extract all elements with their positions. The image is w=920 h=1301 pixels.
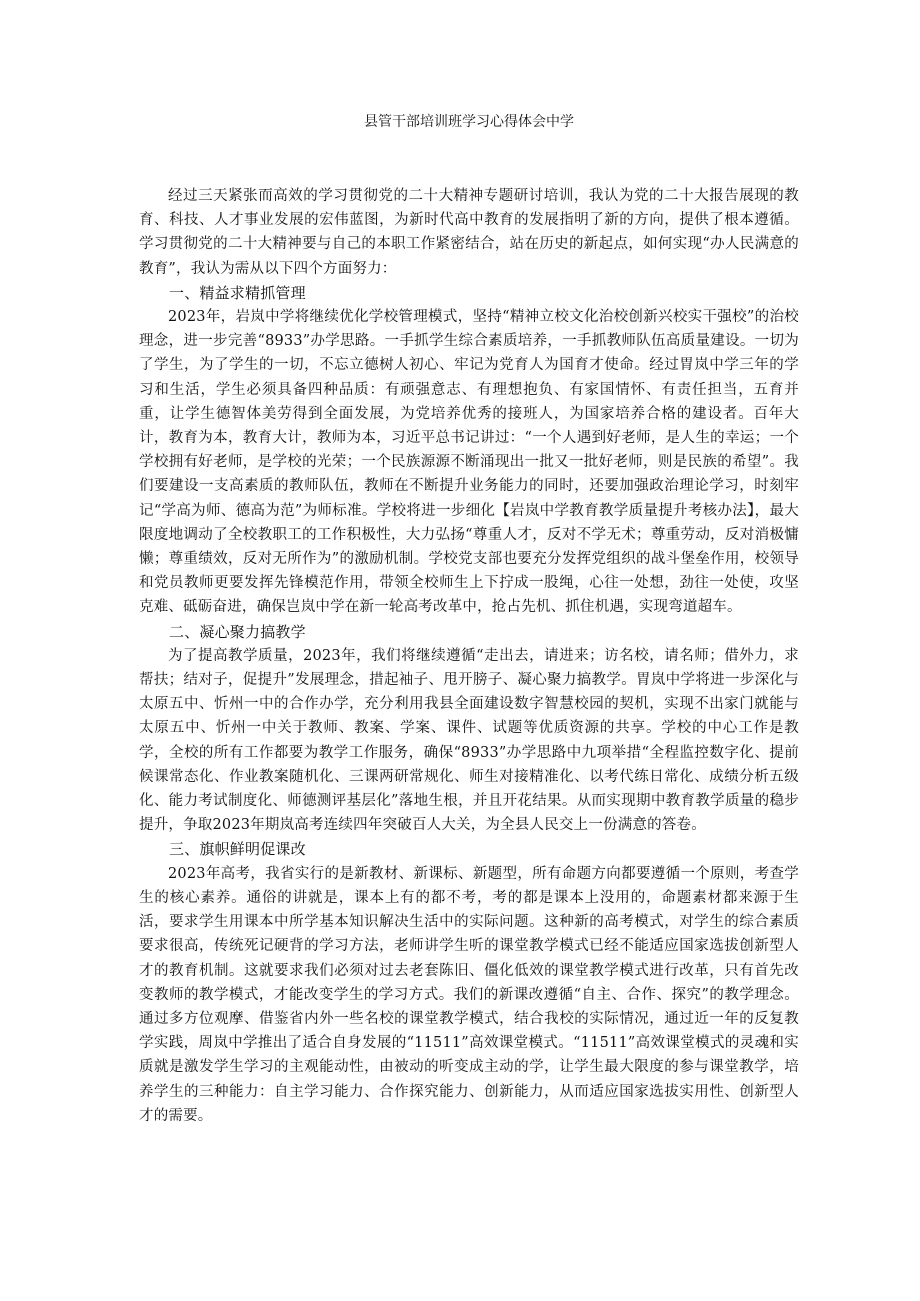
section-heading-3: 三、旗帜鲜明促课改 — [169, 840, 306, 859]
document-body — [139, 184, 799, 1128]
intro-paragraph: 经过三天紧张而高效的学习贯彻党的二十大精神专题研讨培训，我认为党的二十大报告展现的教育、科技、人才事业发展的宏伟蓝图，为新时代高中教育的发展指明了新的方向，提供了根本遵循。学习贯彻党的二十大精神要与自己的本职工作紧密结合，站在历史的新起点，如何实现“办人民满意的教育”，我认为需从以下四个方面努力： — [139, 188, 799, 277]
section-heading-1: 一、精益求精抓管理 — [169, 283, 306, 302]
document-title: 县管干部培训班学习心得体会中学 — [364, 114, 574, 130]
section-paragraph-2: 为了提高教学质量，2023年，我们将继续遵循“走出去，请进来；访名校，请名师；借外力，求帮扶；结对子，促提升”发展理念，措起袖子、甩开膀子、凝心聚力搞教学。胃岚中学将进一步深化与太原五中、忻州一中的合作办学，充分利用我县全面建设数字智慧校园的契机，实现不出家门就能与太原五中、忻州一中关于教师、教案、学案、课件、试题等优质资源的共享。学校的中心工作是教学，全校的所有工作都要为教学工作服务，确保“8933”办学思路中九项举措“全程监控数字化、提前候课常态化、作业教案随机化、三课两研常规化、师生对接精准化、以考代练日常化、成绩分析五级化、能力考试制度化、师德测评基层化”落地生根，并且开花结果。从而实现期中教育教学质量的稳步提升，争取2023年期岚高考连续四年突破百人大关，为全县人民交上一份满意的答卷。 — [139, 647, 799, 834]
document-page — [139, 0, 799, 1128]
section-paragraph-3: 2023年高考，我省实行的是新教材、新课标、新题型，所有命题方向都要遵循一个原则，考查学生的核心素养。通俗的讲就是，课本上有的都不考，考的都是课本上没用的，命题素材都来源于生活，要求学生用课本中所学基本知识解决生活中的实际问题。这种新的高考模式，对学生的综合素质要求很高，传统死记硬背的学习方法，老师讲学生听的课堂教学模式已经不能适应国家选拔创新型人才的教育机制。这就要求我们必须对过去老套陈旧、僵化低效的课堂教学模式进行改革，只有首先改变教师的教学模式，才能改变学生的学习方式。我们的新课改遵循“自主、合作、探究”的教学理念。通过多方位观摩、借鉴省内外一些名校的课堂教学模式，结合我校的实际情况，通过近一年的反复教学实践，周岚中学推出了适合自身发展的“11511”高效课堂模式。“11511”高效课堂模式的灵魂和实质就是激发学生学习的主观能动性，由被动的听变成主动的学，让学生最大限度的参与课堂教学，培养学生的三种能力：自主学习能力、合作探究能力、创新能力，从而适应国家选拔实用性、创新型人才的需要。 — [139, 865, 799, 1124]
section-paragraph-1: 2023年，岩岚中学将继续优化学校管理模式，坚持“精神立校文化治校创新兴校实干强校”的治校理念，进一步完善“8933”办学思路。一手抓学生综合素质培养，一手抓教师队伍高质量建设。一切为了学生，为了学生的一切，不忘立德树人初心、牢记为党育人为国育才使命。经过胃岚中学三年的学习和生活，学生必须具备四种品质：有顽强意志、有理想抱负、有家国情怀、有责任担当，五育并重，让学生德智体美劳得到全面发展，为党培养优秀的接班人，为国家培养合格的建设者。百年大计，教育为本，教育大计，教师为本，习近平总书记讲过：“一个人遇到好老师，是人生的幸运；一个学校拥有好老师，是学校的光荣；一个民族源源不断涌现出一批又一批好老师，则是民族的希望”。我们要建设一支高素质的教师队伍，教师在不断提升业务能力的同时，还要加强政治理论学习，时刻牢记“学高为师、德高为范”为师标准。学校将进一步细化【岩岚中学教育教学质量提升考核办法】，最大限度地调动了全校教职工的工作积极性，大力弘扬“尊重人才，反对不学无术；尊重劳动，反对消极慵懒；尊重绩效，反对无所作为”的激励机制。学校党支部也要充分发挥党组织的战斗堡垒作用，校领导和党员教师更要发挥先锋模范作用，带领全校师生上下拧成一股绳，心往一处想，劲往一处使，攻坚克难、砥砺奋进，确保岂岚中学在新一轮高考改革中，抢占先机、抓住机遇，实现弯道超车。 — [139, 309, 799, 616]
section-heading-2: 二、凝心聚力搞教学 — [169, 622, 306, 641]
